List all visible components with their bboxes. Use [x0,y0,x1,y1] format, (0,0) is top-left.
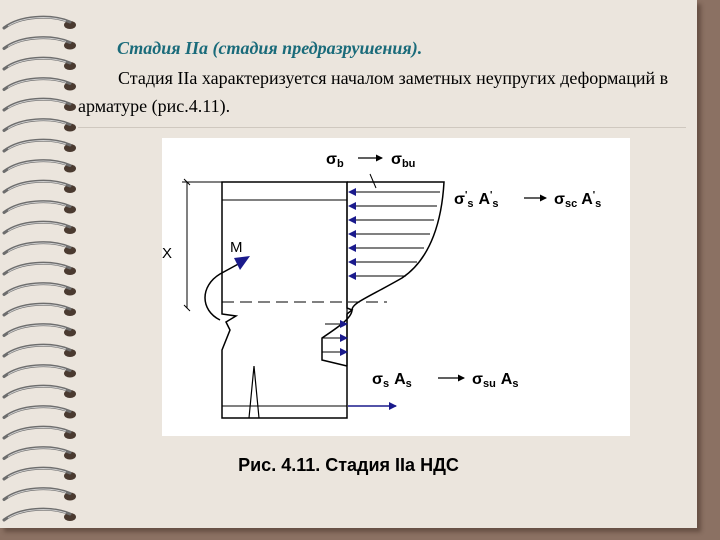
beam-section-outline [222,182,352,418]
label-sigma-bu: σbu [391,151,416,170]
spiral-ring [4,79,76,91]
figure-caption: Рис. 4.11. Стадия IIa НДС [238,455,459,475]
spiral-ring [4,181,76,193]
top-leader-line [370,174,376,188]
height-dimension [182,179,222,311]
spiral-ring [4,222,76,234]
compression-stress-arrows [349,192,440,276]
divider [78,127,686,128]
spiral-ring [4,386,76,398]
spiral-ring [4,509,76,521]
label-x: X [162,245,173,262]
spiral-ring [4,366,76,378]
spiral-ring [4,325,76,337]
slide-title: Стадия IIa (стадия предразрушения). [117,38,423,58]
spiral-ring [4,38,76,50]
figure-stress-diagram [162,138,630,436]
spiral-ring [4,284,76,296]
label-sigma-s-as: σs As [372,371,412,390]
label-m: M [230,239,243,256]
spiral-ring [4,407,76,419]
spiral-ring [4,58,76,70]
label-sigma-su-as: σsu As [472,371,519,390]
spiral-ring [4,345,76,357]
label-sigma-s-prime-as-prime: $\sigma'_s$ $A'_s$ [454,190,499,210]
label-sigma-sc-as-prime: σsc $A'_s$ [554,190,602,210]
spiral-ring [4,140,76,152]
spiral-ring [4,427,76,439]
label-sigma-b: σb [326,151,344,170]
spiral-ring [4,243,76,255]
spiral-ring [4,202,76,214]
spiral-ring [4,161,76,173]
slide-paragraph: Стадия IIа характеризуется началом заметных неупругих деформаций в арматуре (рис.4.11). [78,68,669,116]
spiral-ring [4,17,76,29]
spiral-ring [4,263,76,275]
spiral-ring [4,99,76,111]
spiral-ring [4,120,76,132]
figure-svg [162,138,630,436]
spiral-ring [4,304,76,316]
spiral-ring [4,489,76,501]
